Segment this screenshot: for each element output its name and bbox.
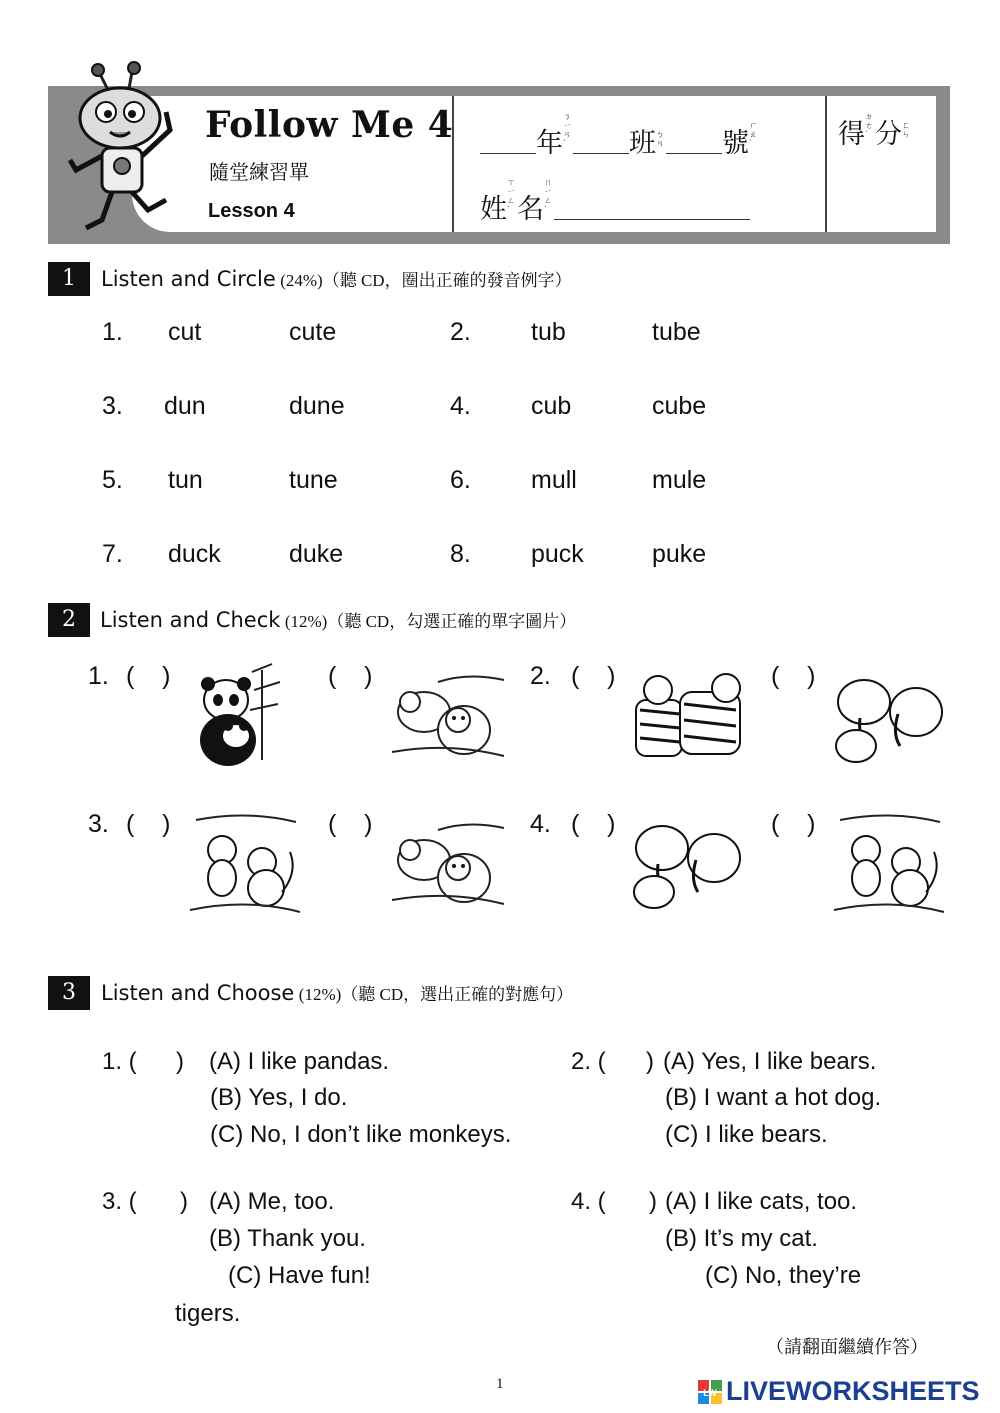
s1-num: 5. <box>102 466 123 494</box>
surname-zhuyin: ㄒㄧㄥˋ <box>507 178 515 214</box>
s1-num: 6. <box>450 466 471 494</box>
s1-word[interactable]: cub <box>531 392 572 420</box>
s2-label: 4. <box>530 810 551 838</box>
section-2-number: 2 <box>48 603 90 637</box>
s1-num: 8. <box>450 540 471 568</box>
section-1-header <box>101 266 572 291</box>
s1-word[interactable]: dune <box>289 392 345 420</box>
q3-option-b: (B) Thank you. <box>209 1225 366 1252</box>
q3-answer-close[interactable]: ) <box>180 1188 188 1215</box>
class-blank[interactable] <box>573 131 629 154</box>
lesson-label: Lesson 4 <box>208 200 295 222</box>
s2-answer-paren[interactable]: ( ) <box>571 662 616 690</box>
q1-answer-close[interactable]: ) <box>176 1048 184 1075</box>
q1-option-c: (C) No, I don’t like monkeys. <box>210 1121 512 1148</box>
year-label: 年 <box>536 128 563 158</box>
score-zhuyin-2: ㄈㄣ <box>902 121 910 139</box>
turn-over-note: （請翻面繼續作答） <box>766 1337 928 1357</box>
number-zhuyin: ㄏㄠˋ <box>749 121 757 148</box>
q4-answer-close[interactable]: ) <box>649 1188 657 1215</box>
s2-answer-paren[interactable]: ( ) <box>571 810 616 838</box>
worksheet-subtitle: 隨堂練習單 <box>209 162 309 184</box>
q1-option-a: (A) I like pandas. <box>209 1048 390 1075</box>
bears-picture-icon <box>388 820 508 915</box>
s1-num: 3. <box>102 392 123 420</box>
number-blank[interactable] <box>666 131 722 154</box>
s1-num: 7. <box>102 540 123 568</box>
q4-number: 4. ( <box>571 1188 606 1215</box>
s1-word[interactable]: mule <box>652 466 707 494</box>
q3-option-c: (C) Have fun! <box>228 1262 371 1289</box>
score-char-2: 分 <box>875 119 902 149</box>
s2-answer-paren[interactable]: ( ) <box>126 810 171 838</box>
monkeys-picture-icon <box>186 812 304 916</box>
q2-number: 2. ( <box>571 1048 606 1075</box>
class-zhuyin: ㄅㄢ <box>656 130 664 148</box>
section-1-number: 1 <box>48 262 90 296</box>
s2-label: 2. <box>530 662 551 690</box>
logo-letters: LW <box>703 1388 717 1398</box>
number-label: 號 <box>722 128 749 158</box>
s1-word[interactable]: cube <box>652 392 707 420</box>
s2-answer-paren[interactable]: ( ) <box>771 662 816 690</box>
robot-mascot-icon <box>62 60 192 240</box>
q2-option-c: (C) I like bears. <box>665 1121 828 1148</box>
panda-picture-icon <box>192 660 288 770</box>
score-label <box>838 112 912 151</box>
q2-option-a: (A) Yes, I like bears. <box>663 1048 877 1075</box>
elephants-picture-icon <box>830 674 946 766</box>
s1-word[interactable]: puck <box>531 540 584 568</box>
s2-answer-paren[interactable]: ( ) <box>126 662 171 690</box>
s1-word[interactable]: cute <box>289 318 337 346</box>
q4-option-c: (C) No, they’re <box>705 1262 862 1289</box>
header-divider <box>825 96 827 232</box>
section-3-title: Listen and Choose <box>101 981 295 1005</box>
s2-answer-paren[interactable]: ( ) <box>771 810 816 838</box>
section-3-number: 3 <box>48 976 90 1010</box>
section-3-meta: (12%)（聽 CD，選出正確的對應句） <box>298 985 574 1004</box>
q4-option-b: (B) It’s my cat. <box>665 1225 818 1252</box>
class-label: 班 <box>629 128 656 158</box>
s1-word[interactable]: tun <box>168 466 203 494</box>
q1-option-b: (B) Yes, I do. <box>210 1084 348 1111</box>
year-blank[interactable] <box>480 131 536 154</box>
elephants-picture-icon <box>628 820 744 912</box>
q4-option-a: (A) I like cats, too. <box>665 1188 858 1215</box>
tigers-picture-icon <box>630 670 746 770</box>
name-row <box>480 178 750 226</box>
score-zhuyin-1: ㄉㄜˊ <box>865 112 873 139</box>
name-label: 名 <box>517 194 544 224</box>
s2-answer-paren[interactable]: ( ) <box>328 810 373 838</box>
q2-option-b: (B) I want a hot dog. <box>665 1084 882 1111</box>
section-3-header <box>101 980 573 1005</box>
s1-word[interactable]: dun <box>164 392 206 420</box>
name-zhuyin: ㄇㄧㄥˊ <box>544 178 552 214</box>
s1-num: 1. <box>102 318 123 346</box>
s1-word[interactable]: cut <box>168 318 202 346</box>
s1-num: 2. <box>450 318 471 346</box>
page-number: 1 <box>496 1376 504 1392</box>
s1-num: 4. <box>450 392 471 420</box>
surname-label: 姓 <box>480 194 507 224</box>
worksheet-title: Follow Me 4 <box>205 104 454 146</box>
q3-number: 3. ( <box>102 1188 137 1215</box>
q3-option-a: (A) Me, too. <box>209 1188 335 1215</box>
section-1-meta: (24%)（聽 CD，圈出正確的發音例字） <box>280 271 572 290</box>
s1-word[interactable]: tune <box>289 466 338 494</box>
year-zhuyin: ㄋㄧㄢˊ <box>563 112 571 148</box>
q1-number: 1. ( <box>102 1048 137 1075</box>
s1-word[interactable]: duke <box>289 540 344 568</box>
s2-label: 3. <box>88 810 109 838</box>
section-2-title: Listen and Check <box>100 608 281 632</box>
s1-word[interactable]: duck <box>168 540 221 568</box>
section-1-title: Listen and Circle <box>101 267 276 291</box>
section-2-meta: (12%)（聽 CD，勾選正確的單字圖片） <box>284 612 577 631</box>
s2-label: 1. <box>88 662 109 690</box>
name-blank[interactable] <box>554 197 750 220</box>
s1-word[interactable]: tub <box>531 318 566 346</box>
section-2-header <box>100 607 576 632</box>
liveworksheets-brand: LIVEWORKSHEETS <box>726 1376 980 1406</box>
score-char-1: 得 <box>838 119 865 149</box>
s1-word[interactable]: mull <box>531 466 577 494</box>
s1-word[interactable]: tube <box>652 318 701 346</box>
bears-picture-icon <box>388 672 508 767</box>
s1-word[interactable]: puke <box>652 540 707 568</box>
q2-answer-close[interactable]: ) <box>646 1048 654 1075</box>
monkeys-picture-icon <box>830 812 948 916</box>
q3-option-c-continued: tigers. <box>175 1300 241 1327</box>
class-info-row <box>480 112 759 160</box>
liveworksheets-logo-icon <box>698 1380 722 1404</box>
s2-answer-paren[interactable]: ( ) <box>328 662 373 690</box>
